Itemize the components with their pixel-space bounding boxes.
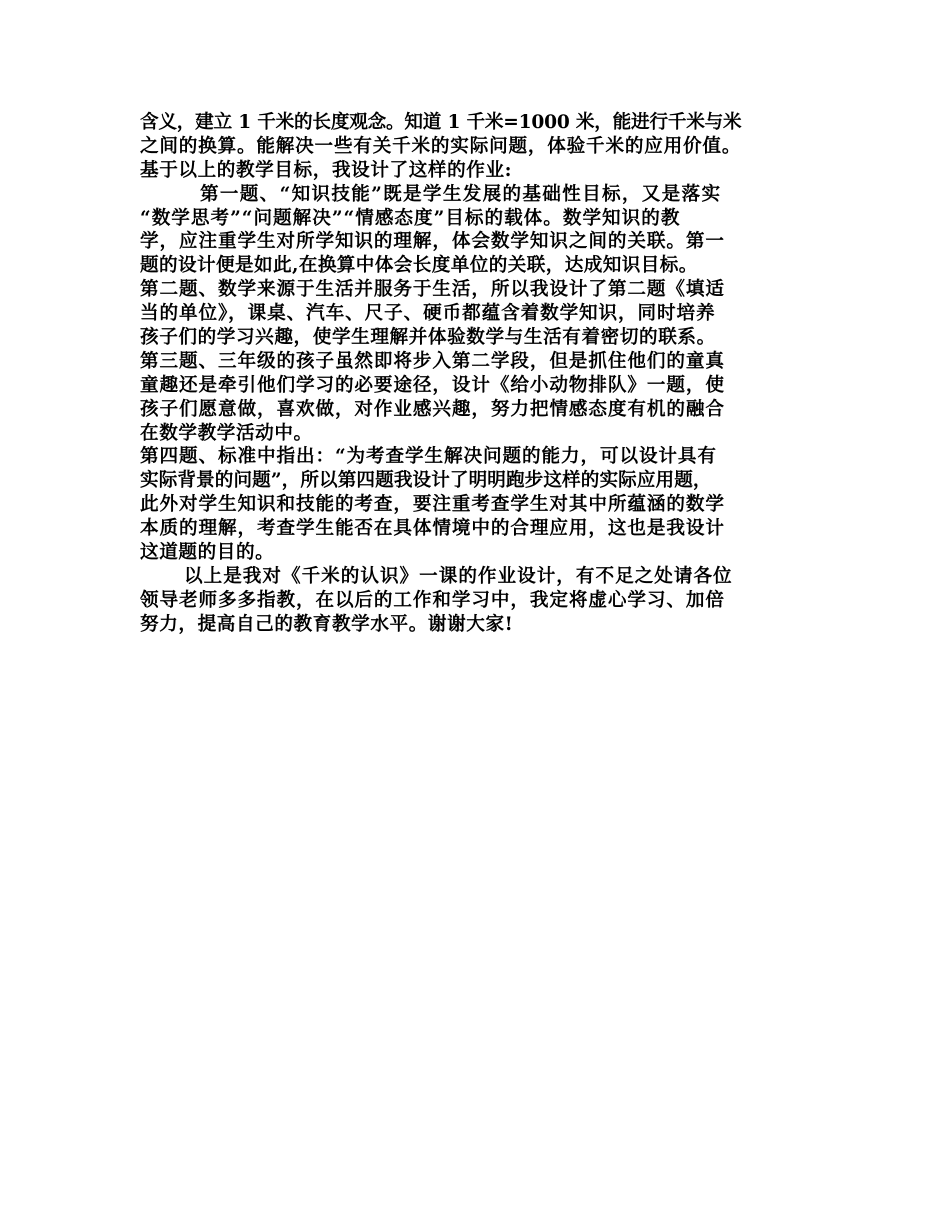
text-line: 实际背景的问题”，所以第四题我设计了明明跑步这样的实际应用题， [140,470,712,492]
text-line: 第一题、“知识技能”既是学生发展的基础性目标，又是落实 [200,183,722,205]
text-line: 此外对学生知识和技能的考查，要注重考查学生对其中所蕴涵的数学 [140,494,725,516]
text-line: 之间的换算。能解决一些有关千米的实际问题，体验千米的应用价值。 [140,135,742,157]
text-line: 本质的理解，考查学生能否在具体情境中的合理应用，这也是我设计 [140,518,725,540]
text-line: “数学思考”“问题解决”“情感态度”目标的载体。数学知识的教 [140,207,681,229]
text-line: 这道题的目的。 [140,542,275,564]
text-line: 努力，提高自己的教育教学水平。谢谢大家! [140,613,514,635]
text-line: 学，应注重学生对所学知识的理解，体会数学知识之间的关联。第一 [140,231,725,253]
text-line: 领导老师多多指教，在以后的工作和学习中，我定将虚心学习、加倍 [140,589,725,611]
text-line: 第四题、标准中指出：“为考查学生解决问题的能力，可以设计具有 [140,446,717,468]
text-line: 在数学教学活动中。 [140,422,313,444]
text-line: 以上是我对《千米的认识》一课的作业设计，有不足之处请各位 [184,565,733,587]
text-line: 基于以上的教学目标，我设计了这样的作业: [140,159,513,181]
text-line: 第三题、三年级的孩子虽然即将步入第二学段，但是抓住他们的童真 [140,350,725,372]
text-line: 第二题、数学来源于生活并服务于生活，所以我设计了第二题《填适 [140,279,725,301]
text-line: 童趣还是牵引他们学习的必要途径，设计《给小动物排队》一题，使 [140,374,725,396]
document-body [140,111,812,637]
text-line: 含义，建立 1 千米的长度观念。知道 1 千米=1000 米，能进行千米与米 [140,112,742,133]
text-line: 当的单位》，课桌、汽车、尺子、硬币都蕴含着数学知识，同时培养 [140,303,716,325]
text-line: 题的设计便是如此,在换算中体会长度单位的关联，达成知识目标。 [140,255,698,277]
text-line: 孩子们愿意做，喜欢做，对作业感兴趣，努力把情感态度有机的融合 [140,398,725,420]
text-line: 孩子们的学习兴趣，使学生理解并体验数学与生活有着密切的联系。 [140,327,716,349]
